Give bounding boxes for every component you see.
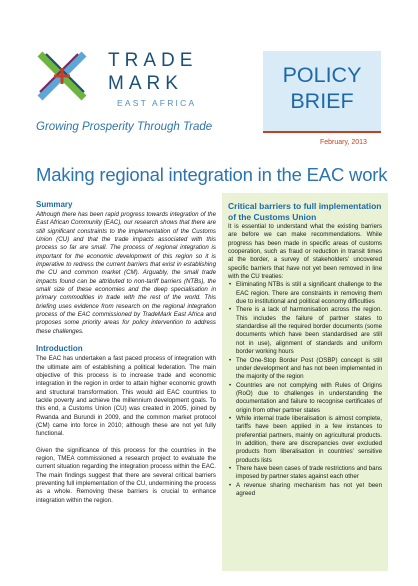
- list-item: • The One-Stop Border Post (OSBP) concept is still under development and has not been implemented in the majority of the region: [236, 357, 382, 382]
- publication-date: February, 2013: [320, 139, 367, 146]
- list-item: • Countries are not complying with Rules of Origins (RoO) due to challenges in understanding the documentation and failure to recognise certificates of origin from other partner states: [236, 382, 382, 415]
- brand-name-trade: TRADE: [108, 50, 198, 71]
- list-item: • There have been cases of trade restrictions and bans imposed by partner states against each other: [236, 465, 382, 482]
- barriers-intro: It is essential to understand what the existing barriers are before we can make recommendations. While progress has been made in specific areas of customs cooperation, such as fraud or reduction in transit times at the border, a survey of stakeholders' uncovered specific barriers that have not yet been removed in line with the CU treaties:: [228, 223, 382, 281]
- barriers-list: [228, 281, 382, 498]
- list-item: • Eliminating NTBs is still a significant challenge to the EAC region. There are constraints in removing them due to institutional and political economy difficulties: [236, 281, 382, 306]
- barriers-sidebar: [222, 193, 388, 571]
- list-item: • While internal trade liberalisation is almost complete, tariffs have been applied in a few instances to preferential partners, mainly on agricultural products. In addition, there are discrepancies over excluded products from liberalisation in countries' sensitive products lists: [236, 415, 382, 465]
- trademark-x-logo-icon: [36, 50, 88, 102]
- brand-name-mark: MARK: [108, 73, 183, 94]
- policy-brief-badge: [263, 51, 381, 133]
- barriers-heading: Critical barriers to full implementation of the Customs Union: [228, 201, 382, 222]
- list-item: • A revenue sharing mechanism has not yet been agreed: [236, 482, 382, 499]
- brand-tagline: Growing Prosperity Through Trade: [36, 121, 213, 133]
- policy-brief-line2: BRIEF: [290, 89, 354, 113]
- page-title: Making regional integration in the EAC work: [36, 164, 388, 185]
- left-column: [36, 200, 216, 505]
- brand-region: EAST AFRICA: [117, 98, 197, 108]
- introduction-heading: Introduction: [36, 344, 83, 354]
- list-item: • There is a lack of harmonisation across the region. This includes the failure of partner states to standardise all the required border documents (some documents which have been standardised are still not in use), alignment of standards and uniform border working hours: [236, 306, 382, 356]
- introduction-paragraph-2: Given the significance of this process for the countries in the region, TMEA commissioned a research project to evaluate the current situation regarding the integration process within the EAC. The main findings suggest that there are several critical barriers preventing full implementation of the CU, undermining the process as a whole. Removing these barriers is crucial to enhance integration within the region.: [36, 446, 216, 504]
- summary-heading: Summary: [36, 200, 73, 209]
- summary-text: Although there has been rapid progress towards integration of the East African Community (EAC), our research shows that there are still significant constraints to the implementation of the Customs Union (CU) and that the trade impacts associated with this process so far are small. The process of regional integration is important for the economic development of this region so it is imperative to redress the current barriers that exist in establishing the CU and common market (CM). Arguably, the small trade impacts found can be attributed to non-tariff barriers (NTBs), the small size of these economies and the deep specialisation in primary commodities in trade with the rest of the world. This briefing uses evidence from research on the regional integration process of the EAC commissioned by TradeMark East Africa and proposes some priority areas for policy intervention to address these challenges.: [36, 211, 216, 335]
- policy-brief-line1: POLICY: [282, 63, 362, 87]
- introduction-paragraph-1: The EAC has undertaken a fast paced process of integration with the ultimate aim of establishing a political federation. The main objective of this process is to increase trade and economic integration in the region in order to attain higher economic growth and structural transformation. This would aid EAC countries to tackle poverty and achieve the millennium development goals. To this end, a Customs Union (CU) was created in 2005, joined by Rwanda and Burundi in 2009, and the common market protocol (CM) came into force in 2010; although these are not yet fully functional.: [36, 355, 216, 438]
